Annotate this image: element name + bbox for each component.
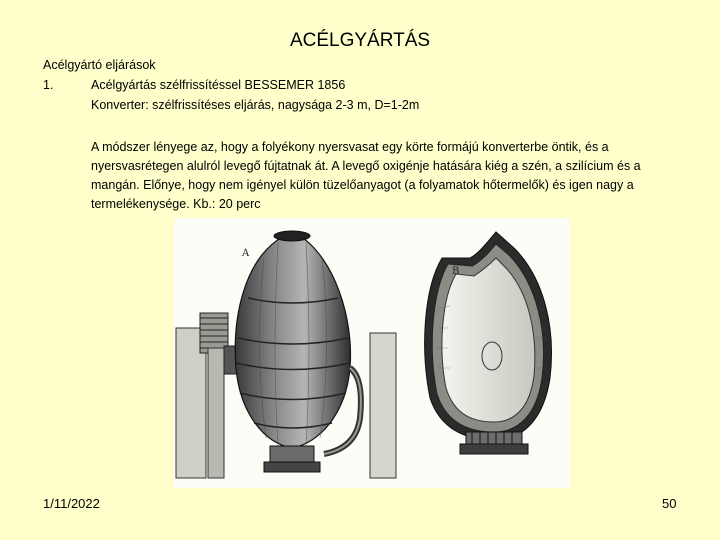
intro-text: Acélgyártó eljárások [43,58,156,72]
label-b: B [452,266,460,277]
converter-exterior [176,231,396,478]
list-item-number: 1. [43,78,54,92]
footer-date: 1/11/2022 [43,496,100,511]
slide-title: ACÉLGYÁRTÁS [289,30,431,51]
converter-drawing [174,218,570,488]
bessemer-converter-illustration [174,218,570,488]
label-a: A [242,248,250,259]
converter-cross-section [425,232,552,454]
list-item-text: Acélgyártás szélfrissítéssel BESSEMER 1856 [91,78,346,92]
page-number: 50 [662,496,677,511]
converter-subline: Konverter: szélfrissítéses eljárás, nagysága 2-3 m, D=1-2m [91,98,420,112]
description-paragraph: A módszer lényege az, hogy a folyékony nyersvasat egy körte formájú konverterbe öntik, és a nyersvasrétegen alulról levegő fújtatnak át. A levegő oxigénje hatására kiég a szén, a szilícium és a mangán. Előnye, hogy nem igényel külön tüzelőanyagot (a folyamatok hőtermelők) és igen nagy a termelékenysége. Kb.: 20 perc [91,140,641,211]
